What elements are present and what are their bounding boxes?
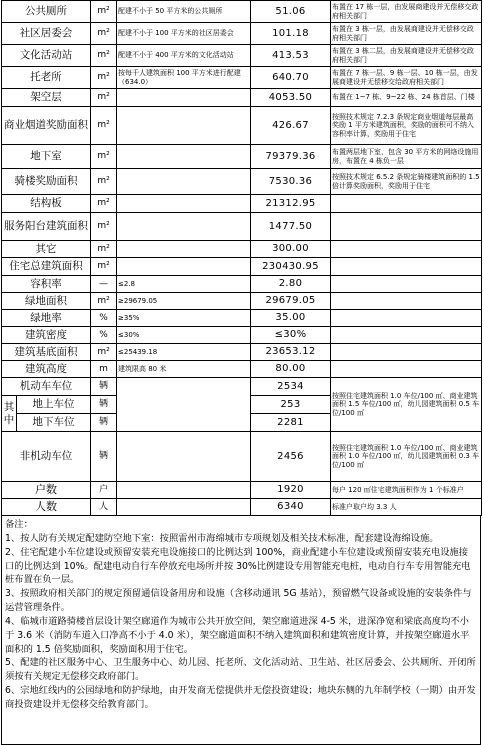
table-row — [2, 378, 482, 396]
item-standard: ≤30% — [117, 327, 251, 344]
motor-parking-name: 机动车车位 — [2, 378, 91, 396]
item-standard — [117, 241, 251, 258]
item-standard: ≥29679.05 — [117, 293, 251, 310]
households-value: 1920 — [251, 482, 331, 499]
table-row — [2, 276, 482, 293]
item-note — [331, 361, 482, 378]
table-row — [2, 45, 482, 67]
table-row — [2, 310, 482, 327]
note-item-4: 4、临城市道路骑楼首层设计架空廊道作为城市公共开放空间，架空廊道进深 4-5 米，进深净宽和梁底高度均不小于 3.6 米（消防车道入口净高不小于 4.0 米），架空廊道面积不纳入建筑面积和建筑密度计算，并按架空廊道水平面积的 1.5 倍奖励面积，奖励面积用于住宅。 — [5, 615, 470, 655]
item-unit: m² — [91, 89, 117, 107]
item-value: 79379.36 — [251, 145, 331, 169]
households-name: 户数 — [2, 482, 91, 499]
item-note: 布置在 1~7 栋、9~22 栋、24 栋首层、门楼 — [331, 89, 482, 107]
item-name: 托老所 — [2, 67, 91, 89]
item-unit: — — [91, 276, 117, 293]
population-standard — [117, 499, 251, 516]
item-note — [331, 195, 482, 213]
item-unit: m² — [91, 241, 117, 258]
item-unit: m² — [91, 145, 117, 169]
note-item-1: 1、按人防有关规定配建防空地下室：按照雷州市海绵城市专项规划及相关技术标准，配套建设海绵设施。 — [5, 532, 439, 544]
non-motor-parking-standard — [117, 432, 251, 482]
item-standard — [117, 258, 251, 276]
underground-parking-unit: 辆 — [91, 414, 117, 432]
item-value: 640.70 — [251, 67, 331, 89]
item-name: 其它 — [2, 241, 91, 258]
item-unit: m² — [91, 67, 117, 89]
table-row — [2, 107, 482, 145]
item-standard — [117, 145, 251, 169]
item-unit: m² — [91, 344, 117, 361]
underground-parking-name: 地下车位 — [17, 414, 91, 432]
item-unit: % — [91, 327, 117, 344]
notes-title: 备注： — [5, 519, 33, 530]
non-motor-parking-value: 2456 — [251, 432, 331, 482]
item-note — [331, 293, 482, 310]
item-value: 21312.95 — [251, 195, 331, 213]
document-page — [1, 0, 481, 745]
table-row — [2, 499, 482, 516]
item-standard: 配建不小于 100 平方米的社区居委会 — [117, 23, 251, 45]
non-motor-parking-note: 按照住宅建筑面积 1.0 车位/100 ㎡、商业建筑面积 1.0 车位/100 ㎡，幼儿园建筑面积 0.3 车位/100 ㎡ — [331, 432, 482, 482]
item-note — [331, 258, 482, 276]
item-name: 商业烟道奖励面积 — [2, 107, 91, 145]
item-unit: % — [91, 310, 117, 327]
item-unit: m² — [91, 23, 117, 45]
group-label-char: 中 — [3, 413, 15, 426]
motor-parking-standard — [117, 378, 251, 432]
item-standard — [117, 195, 251, 213]
item-value: ≤30% — [251, 327, 331, 344]
item-value: 300.00 — [251, 241, 331, 258]
item-value: 230430.95 — [251, 258, 331, 276]
table-row — [2, 1, 482, 23]
note-item-5: 5、配建的社区服务中心、卫生服务中心、幼儿园、托老所、文化活动站、卫生站、社区居委会、公共厕所、开闭所须按有关规定无偿移交政府部门。 — [5, 657, 476, 683]
item-value: 101.18 — [251, 23, 331, 45]
item-note — [331, 241, 482, 258]
table-row — [2, 241, 482, 258]
above-ground-parking-unit: 辆 — [91, 396, 117, 414]
item-value: 2.80 — [251, 276, 331, 293]
population-value: 6340 — [251, 499, 331, 516]
item-value: 413.53 — [251, 45, 331, 67]
motor-parking-unit: 辆 — [91, 378, 117, 396]
item-value: 1477.50 — [251, 213, 331, 241]
item-name: 公共厕所 — [2, 1, 91, 23]
population-note: 标准户取户均 3.3 人 — [331, 499, 482, 516]
table-row — [2, 482, 482, 499]
item-standard — [117, 107, 251, 145]
table-row — [2, 344, 482, 361]
table-row — [2, 213, 482, 241]
table-row — [2, 195, 482, 213]
notes-section — [1, 516, 481, 745]
table-row — [2, 67, 482, 89]
motor-parking-note: 按照住宅建筑面积 1.0 车位/100 ㎡、商业建筑面积 1.5 车位/100 ㎡，幼儿园建筑面积 0.5 车位/100 ㎡ — [331, 378, 482, 432]
item-note — [331, 344, 482, 361]
item-unit: m² — [91, 1, 117, 23]
item-standard: 建筑限高 80 米 — [117, 361, 251, 378]
indicator-table — [1, 0, 482, 516]
non-motor-parking-unit: 辆 — [91, 432, 117, 482]
item-value: 4053.50 — [251, 89, 331, 107]
table-row — [2, 89, 482, 107]
item-note — [331, 310, 482, 327]
item-name: 住宅总建筑面积 — [2, 258, 91, 276]
item-name: 建筑高度 — [2, 361, 91, 378]
above-ground-parking-name: 地上车位 — [17, 396, 91, 414]
item-standard: ≤25439.18 — [117, 344, 251, 361]
item-note — [331, 276, 482, 293]
table-row — [2, 23, 482, 45]
item-unit: m² — [91, 213, 117, 241]
item-note: 布置在 3 栋一层，由发展商建设并无偿移交政府相关部门 — [331, 23, 482, 45]
item-value: 426.67 — [251, 107, 331, 145]
underground-parking-value: 2281 — [251, 414, 331, 432]
non-motor-parking-name: 非机动车位 — [2, 432, 91, 482]
item-name: 地下室 — [2, 145, 91, 169]
table-row — [2, 327, 482, 344]
item-name: 社区居委会 — [2, 23, 91, 45]
households-standard — [117, 482, 251, 499]
item-value: 35.00 — [251, 310, 331, 327]
item-note: 按照技术规定 6.5.2 条规定骑楼建筑面积的 1.5 倍计算奖励面积，奖励用于住宅 — [331, 169, 482, 195]
note-item-2: 2、住宅配建小车位建设或预留安装充电设施接口的比例达到 100%，商业配建小车位建设或预留安装充电设施接口的比例达到 10%。配建电动自行车停放充电场所并按 30%比例建设专用智能充电桩，电动自行车专用智能充电桩布置在负一层。 — [5, 546, 471, 586]
item-unit: m² — [91, 169, 117, 195]
item-note — [331, 213, 482, 241]
item-note: 布置在 7 栋一层、9 栋一层、10 栋一层，由发展商建设并无偿移交给政府相关部门 — [331, 67, 482, 89]
item-standard: ≤2.8 — [117, 276, 251, 293]
item-standard: 按每千人建筑面积 100 平方米进行配建（634.0） — [117, 67, 251, 89]
item-note: 布置在 17 栋一层，由发展商建设并无偿移交政府相关部门 — [331, 1, 482, 23]
population-name: 人数 — [2, 499, 91, 516]
item-note: 布置两层地下室，包含 30 平方米的网络设施用房，布置在 4 栋负一层 — [331, 145, 482, 169]
population-unit: 人 — [91, 499, 117, 516]
note-item-3: 3、按照政府相关部门的规定预留通信设备用房和设施（含移动通讯 5G 基站），预留燃气设备或设施的安装条件与运营管理条件。 — [5, 588, 472, 614]
table-row — [2, 293, 482, 310]
households-note: 每户 120 ㎡住宅建筑面积作为 1 个标准户 — [331, 482, 482, 499]
item-standard — [117, 213, 251, 241]
item-name: 服务阳台建筑面积 — [2, 213, 91, 241]
item-standard — [117, 89, 251, 107]
item-note: 布置在 3 栋二层，由发展商建设并无偿移交政府相关部门 — [331, 45, 482, 67]
item-name: 绿地面积 — [2, 293, 91, 310]
item-standard: 配建不小于 400 平方米的文化活动站 — [117, 45, 251, 67]
item-standard: 配建不小于 50 平方米的公共厕所 — [117, 1, 251, 23]
item-unit: m² — [91, 293, 117, 310]
table-row — [2, 169, 482, 195]
item-name: 骑楼奖励面积 — [2, 169, 91, 195]
group-label-char: 其 — [3, 401, 15, 414]
table-row — [2, 258, 482, 276]
item-name: 架空层 — [2, 89, 91, 107]
item-value: 29679.05 — [251, 293, 331, 310]
item-unit: m² — [91, 195, 117, 213]
item-name: 结构板 — [2, 195, 91, 213]
item-name: 容积率 — [2, 276, 91, 293]
item-value: 80.00 — [251, 361, 331, 378]
table-row — [2, 361, 482, 378]
households-unit: 户 — [91, 482, 117, 499]
motor-parking-value: 2534 — [251, 378, 331, 396]
item-value: 7530.36 — [251, 169, 331, 195]
item-value: 51.06 — [251, 1, 331, 23]
item-standard — [117, 169, 251, 195]
item-name: 文化活动站 — [2, 45, 91, 67]
item-note — [331, 327, 482, 344]
parking-group-label — [2, 396, 17, 432]
item-value: 23653.12 — [251, 344, 331, 361]
item-name: 建筑基底面积 — [2, 344, 91, 361]
table-row — [2, 145, 482, 169]
above-ground-parking-value: 253 — [251, 396, 331, 414]
item-unit: m — [91, 361, 117, 378]
item-unit: m² — [91, 258, 117, 276]
table-row — [2, 432, 482, 482]
item-unit: m² — [91, 107, 117, 145]
item-standard: ≥35% — [117, 310, 251, 327]
item-name: 建筑密度 — [2, 327, 91, 344]
item-name: 绿地率 — [2, 310, 91, 327]
item-note: 按照技术规定 7.2.3 条规定商业烟道每层最高奖励 1 平方米建筑面积，奖励的面积可不纳入容积率计算，奖励用于住宅 — [331, 107, 482, 145]
item-unit: m² — [91, 45, 117, 67]
note-item-6: 6、宗地红线内的公园绿地和防护绿地，由开发商无偿提供并无偿投资建设；地块东侧的九年制学校（一期）由开发商投资建设并无偿移交给教育部门。 — [5, 685, 476, 710]
